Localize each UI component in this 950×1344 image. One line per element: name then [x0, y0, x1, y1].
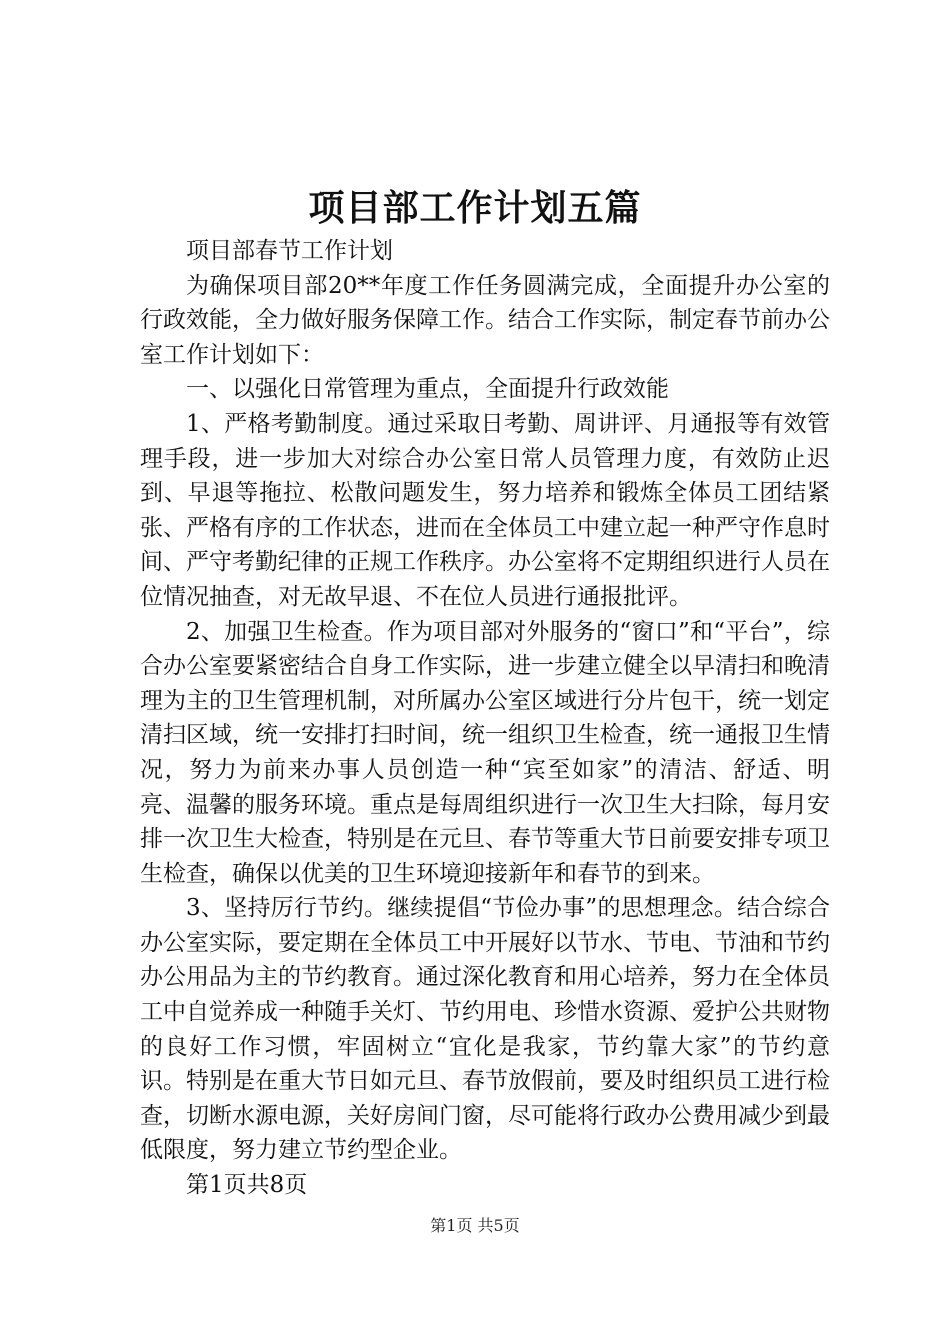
paragraph-attendance: 1、严格考勤制度。通过采取日考勤、周讲评、月通报等有效管理手段，进一步加大对综合办公室日常人员管理力度，有效防止迟到、早退等拖拉、松散问题发生，努力培养和锻炼全体员工团结紧张、严格有序的工作状态，进而在全体员工中建立起一种严守作息时间、严守考勤纪律的正规工作秩序。办公室将不定期组织进行人员在位情况抽查，对无故早退、不在位人员进行通报批评。	[140, 410, 830, 610]
document-title: 项目部工作计划五篇	[308, 187, 642, 229]
section-heading: 项目部春节工作计划	[186, 238, 393, 264]
paragraph-frugality: 3、坚持厉行节约。继续提倡“节俭办事”的思想理念。结合综合办公室实际，要定期在全体员工中开展好以节水、节电、节油和节约办公用品为主的节约教育。通过深化教育和用心培养，努力在全体员工中自觉养成一种随手关灯、节约用电、珍惜水资源、爱护公共财物的良好工作习惯，牢固树立“宜化是我家，节约靠大家”的节约意识。特别是在重大节日如元旦、春节放假前，要及时组织员工进行检查，切断水源电源，关好房间门窗，尽可能将行政办公费用减少到最低限度，努力建立节约型企业。	[140, 895, 830, 1164]
inline-page-marker: 第1页共8页	[186, 1172, 308, 1199]
paragraph-hygiene: 2、加强卫生检查。作为项目部对外服务的“窗口”和“平台”，综合办公室要紧密结合自身工作实际，进一步建立健全以早清扫和晚清理为主的卫生管理机制，对所属办公室区域进行分片包干，统一划定清扫区域，统一安排打扫时间，统一组织卫生检查，统一通报卫生情况，努力为前来办事人员创造一种“宾至如家”的清洁、舒适、明亮、温馨的服务环境。重点是每周组织进行一次卫生大扫除，每月安排一次卫生大检查，特别是在元旦、春节等重大节日前要安排专项卫生检查，确保以优美的卫生环境迎接新年和春节的到来。	[140, 618, 830, 887]
intro-paragraph: 为确保项目部20**年度工作任务圆满完成，全面提升办公室的行政效能，全力做好服务保障工作。结合工作实际，制定春节前办公室工作计划如下：	[140, 272, 830, 368]
subheading: 一、以强化日常管理为重点，全面提升行政效能	[186, 376, 669, 403]
page-footer: 第1页 共5页	[430, 1216, 520, 1235]
document-body	[140, 234, 830, 1203]
